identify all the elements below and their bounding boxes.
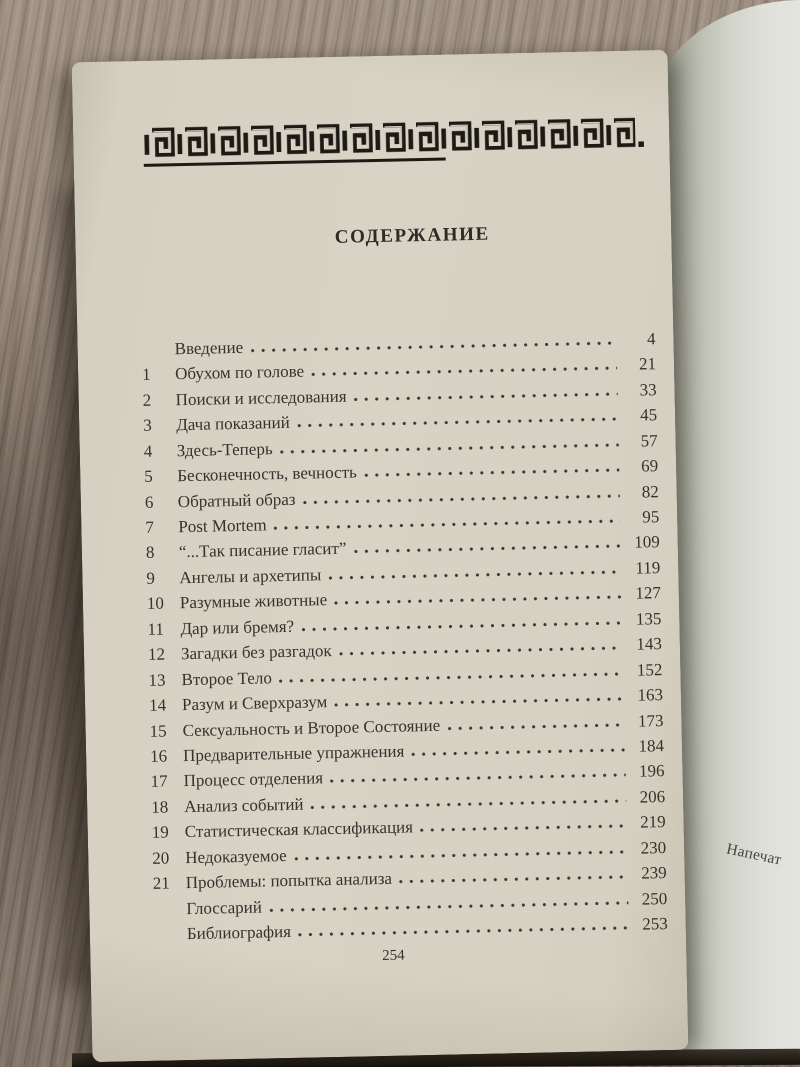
chapter-number: 20 — [152, 848, 170, 868]
chapter-page-number: 69 — [640, 456, 659, 476]
chapter-title: Недоказуемое — [185, 845, 287, 867]
chapter-number: 13 — [148, 670, 166, 690]
chapter-page-number: 173 — [637, 710, 664, 731]
chapter-title: Глоссарий — [186, 897, 263, 918]
chapter-title: Процесс отделения — [183, 768, 324, 791]
greek-key-border — [143, 112, 646, 166]
chapter-number: 15 — [149, 721, 167, 741]
chapter-title: Здесь-Теперь — [176, 438, 273, 460]
chapter-title: Обратный образ — [177, 489, 296, 511]
greek-key-pattern-icon — [143, 112, 646, 163]
chapter-page-number: 127 — [635, 583, 662, 603]
chapter-title: “...Так писание гласит” — [178, 539, 347, 562]
dot-leader — [298, 926, 629, 937]
page-title: СОДЕРЖАНИЕ — [334, 223, 490, 248]
chapter-title: Обухом по голове — [174, 361, 305, 384]
chapter-number: 9 — [146, 568, 156, 588]
chapter-page-number: 184 — [638, 736, 665, 756]
chapter-title: Статистическая классификация — [184, 817, 414, 842]
chapter-page-number: 21 — [638, 354, 657, 374]
chapter-number: 1 — [141, 365, 151, 385]
chapter-number: 16 — [149, 746, 168, 766]
chapter-number: 18 — [151, 797, 169, 817]
chapter-page-number: 45 — [639, 405, 658, 425]
chapter-page-number: 163 — [637, 685, 664, 705]
chapter-number: 19 — [151, 822, 169, 843]
chapter-number — [154, 942, 187, 943]
chapter-title: Дар или бремя? — [180, 616, 295, 638]
contents-page — [72, 50, 689, 1062]
chapter-page-number: 95 — [642, 507, 660, 527]
chapter-title: Бесконечность, вечность — [177, 462, 357, 486]
chapter-page-number: 82 — [641, 481, 659, 502]
chapter-number: 8 — [145, 543, 155, 563]
chapter-page-number: 250 — [641, 888, 668, 909]
chapter-number: 5 — [144, 466, 153, 487]
chapter-title: Второе Тело — [181, 667, 273, 689]
chapter-title: Анализ событий — [184, 794, 304, 816]
chapter-title: Загадки без разгадок — [180, 641, 332, 664]
chapter-page-number: 196 — [638, 761, 665, 781]
chapter-page-number: 109 — [634, 532, 660, 553]
chapter-number: 12 — [147, 644, 166, 665]
chapter-page-number: 119 — [635, 558, 661, 578]
chapter-title: Дача показаний — [176, 413, 290, 435]
chapter-title: Сексуальность и Второе Состояние — [182, 715, 441, 740]
chapter-number: 17 — [150, 771, 168, 792]
chapter-page-number: 219 — [639, 812, 666, 832]
chapter-page-number: 230 — [640, 837, 667, 858]
chapter-title: Поиски и исследования — [175, 386, 347, 410]
chapter-page-number: 57 — [640, 430, 658, 451]
toc-list — [141, 322, 668, 943]
chapter-page-number: 143 — [636, 634, 663, 654]
chapter-number: 14 — [148, 695, 167, 715]
chapter-title: Введение — [174, 337, 244, 359]
chapter-number: 4 — [143, 441, 153, 461]
chapter-number: 10 — [146, 593, 165, 614]
chapter-title: Разумные животные — [179, 590, 328, 613]
chapter-page-number: 33 — [639, 379, 657, 400]
chapter-page-number: 253 — [642, 914, 668, 934]
chapter-title: Проблемы: попытка анализа — [185, 868, 393, 893]
chapter-page-number: 152 — [636, 659, 663, 680]
chapter-number: 11 — [147, 619, 165, 639]
chapter-number: 6 — [144, 492, 154, 512]
next-page-partial-text: Напечат — [724, 840, 784, 869]
page-number: 254 — [381, 947, 405, 965]
chapter-title: Ангелы и архетипы — [179, 565, 322, 588]
chapter-title: Предварительные упражнения — [182, 741, 405, 766]
chapter-page-number: 206 — [639, 786, 666, 807]
chapter-page-number: 135 — [635, 608, 662, 629]
chapter-page-number: 239 — [641, 863, 667, 883]
chapter-title: Разум и Сверхразум — [181, 692, 328, 715]
chapter-title: Библиография — [186, 921, 292, 944]
chapter-number: 21 — [152, 873, 171, 893]
chapter-number: 7 — [145, 517, 155, 537]
chapter-page-number: 4 — [646, 329, 656, 349]
chapter-title: Post Mortem — [178, 515, 267, 537]
chapter-number: 2 — [142, 390, 152, 410]
chapter-number: 3 — [143, 416, 152, 436]
